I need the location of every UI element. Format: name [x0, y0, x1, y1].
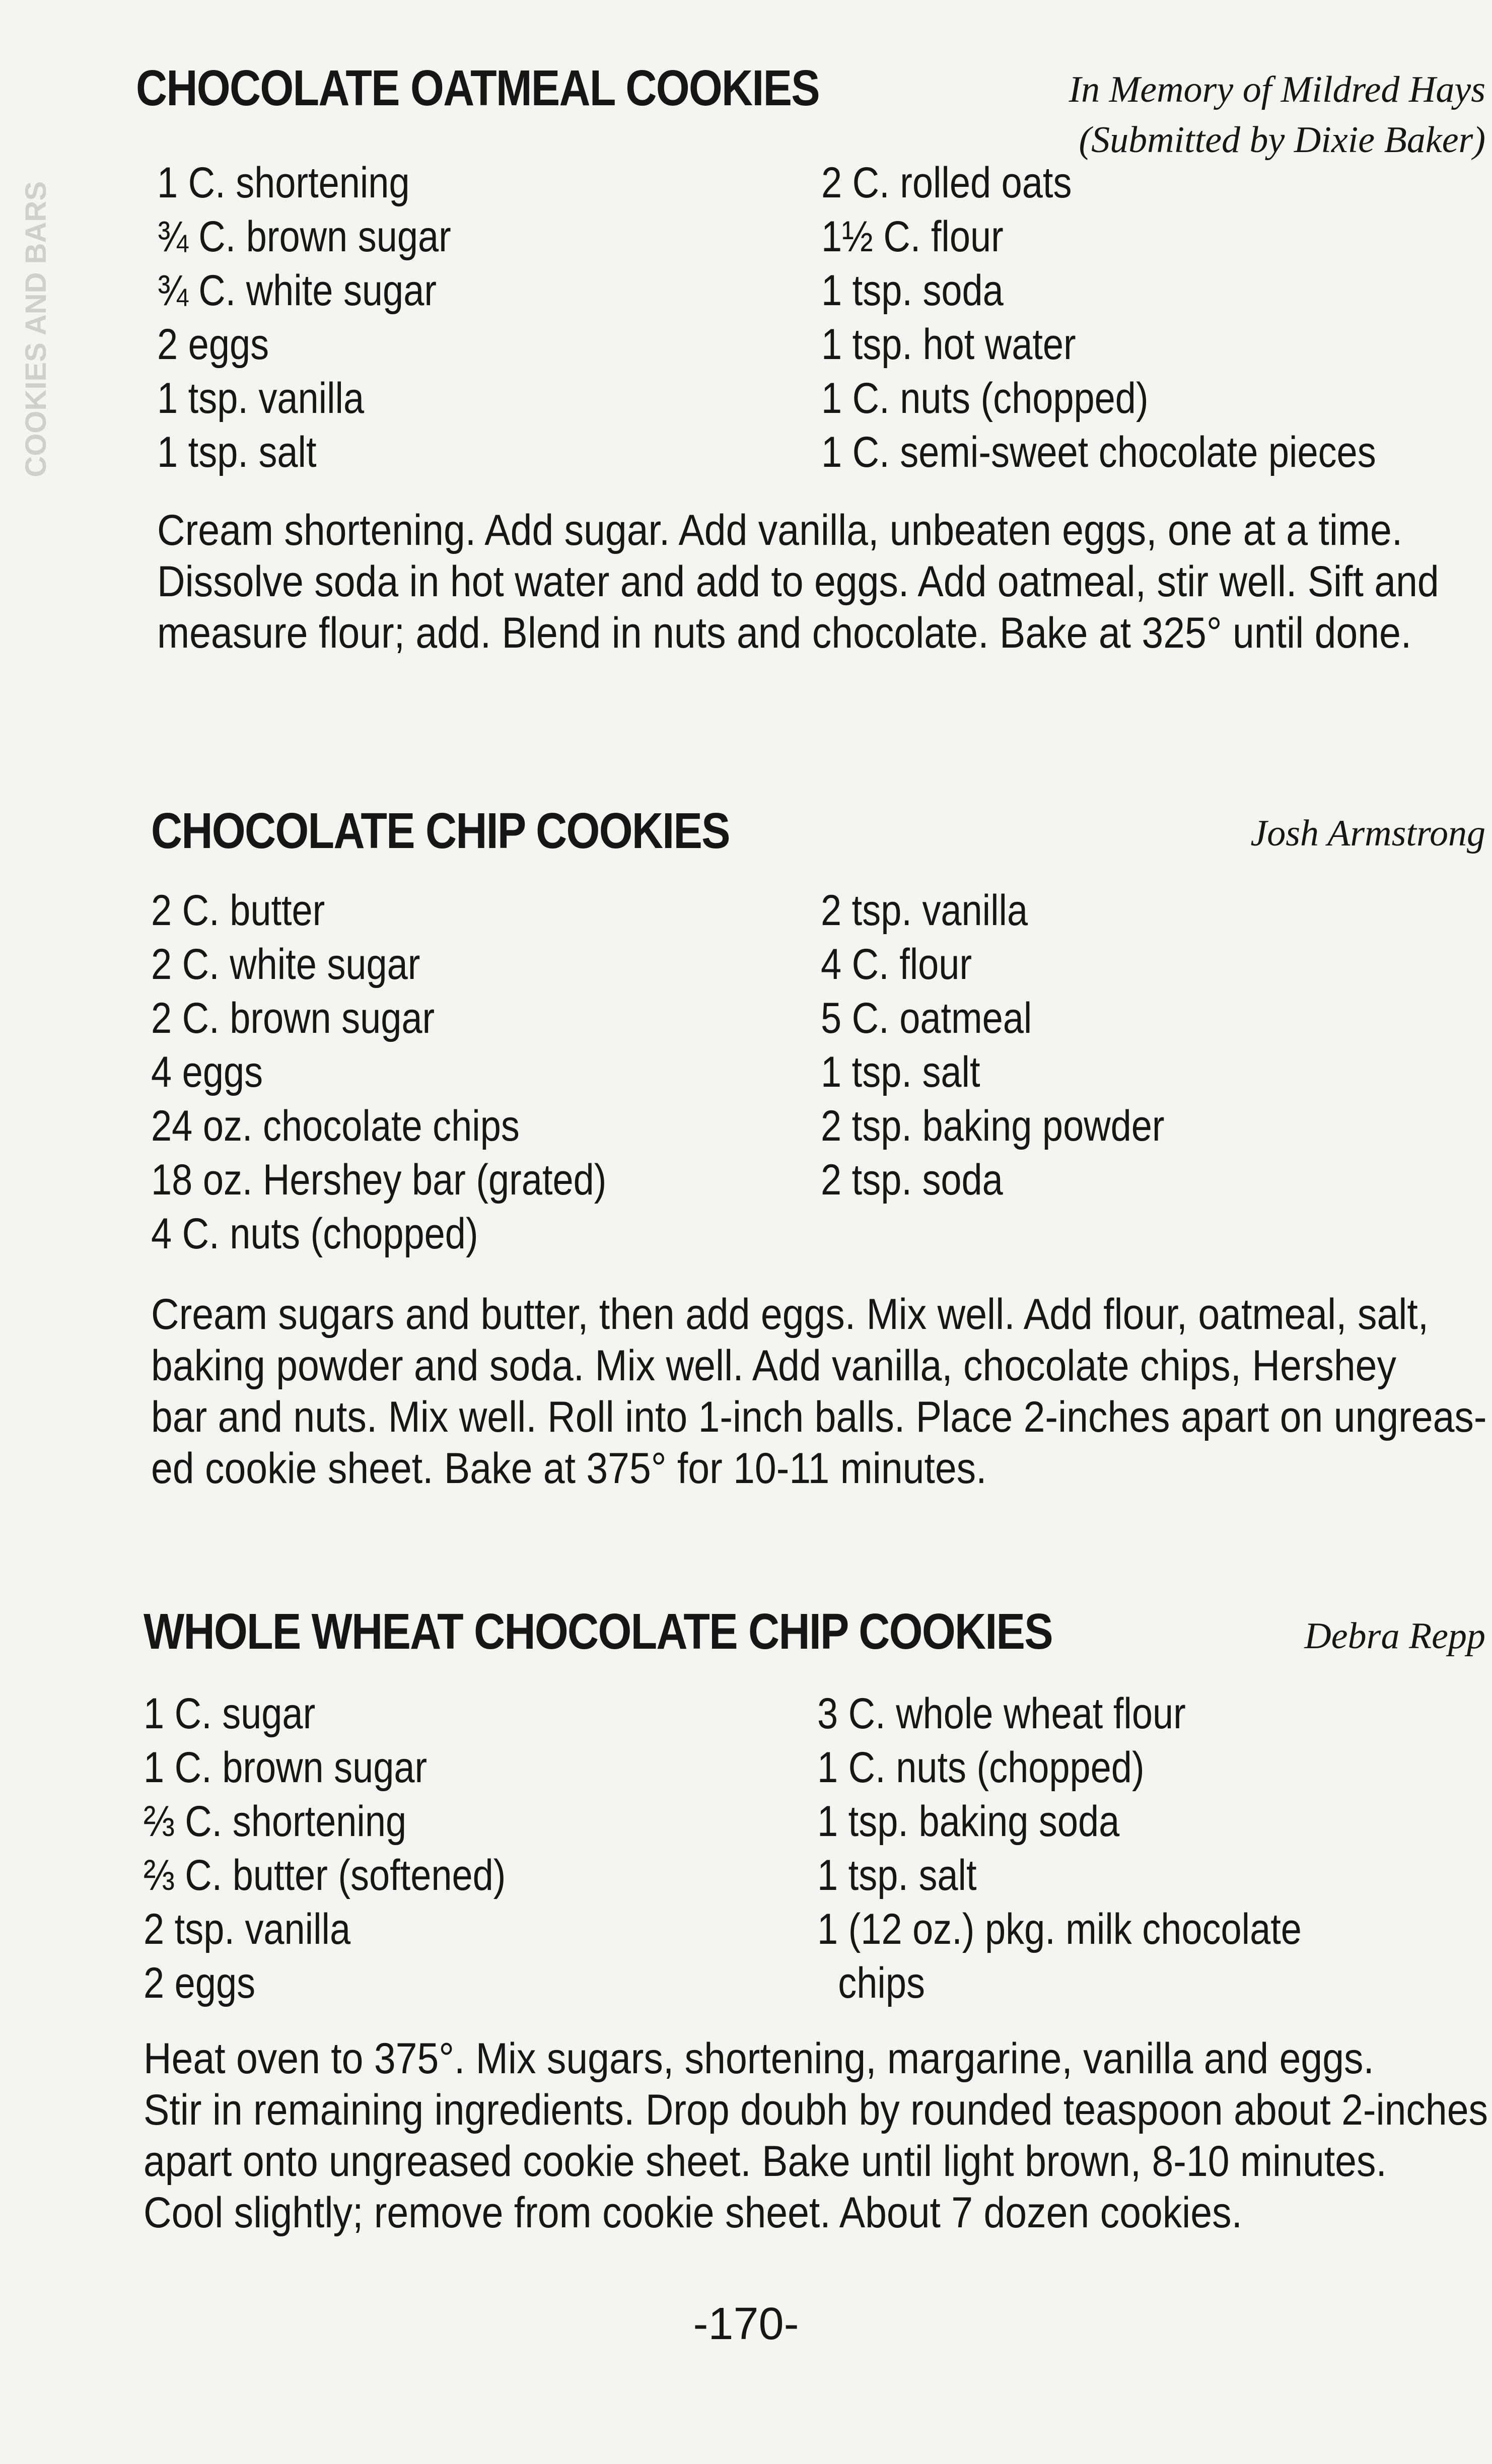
- ingredient-column-left: [151, 884, 816, 1261]
- author-line: In Memory of Mildred Hays: [1069, 69, 1485, 110]
- recipe-header: [136, 60, 1485, 161]
- ingredient-item: 1½ C. flour: [821, 213, 1004, 261]
- ingredient-item: 1 C. shortening: [157, 159, 410, 207]
- recipe-title: CHOCOLATE OATMEAL COOKIES: [136, 60, 819, 116]
- ingredient-item: 4 C. nuts (chopped): [151, 1210, 478, 1258]
- recipe-author: [1304, 1611, 1485, 1661]
- ingredient-item: 1 C. nuts (chopped): [821, 374, 1149, 423]
- ingredient-list: [136, 156, 1485, 479]
- ingredient-item: 2 eggs: [157, 320, 269, 369]
- ingredient-item: 4 C. flour: [821, 940, 972, 989]
- method-line: bar and nuts. Mix well. Roll into 1-inch balls. Place 2-inches apart on ungreas-: [151, 1393, 1487, 1441]
- method-line: Cool slightly; remove from cookie sheet. About 7 dozen cookies.: [144, 2189, 1242, 2237]
- ingredient-column-left: [144, 1687, 812, 2010]
- recipe-whole-wheat-chocolate-chip-cookies: [144, 1603, 1488, 2238]
- ingredient-item: 2 C. rolled oats: [821, 159, 1072, 207]
- method-line: Dissolve soda in hot water and add to eggs. Add oatmeal, stir well. Sift and: [157, 557, 1439, 606]
- author-line: (Submitted by Dixie Baker): [1079, 119, 1485, 161]
- method-line: apart onto ungreased cookie sheet. Bake until light brown, 8-10 minutes.: [144, 2137, 1387, 2186]
- ingredient-item: 1 C. sugar: [144, 1689, 316, 1738]
- ingredient-item: 1 tsp. salt: [157, 428, 317, 476]
- recipe-chocolate-chip-cookies: [151, 803, 1485, 1494]
- ingredient-item: 1 C. nuts (chopped): [817, 1743, 1145, 1792]
- ingredient-item: 2 C. brown sugar: [151, 994, 435, 1042]
- method-line: Cream shortening. Add sugar. Add vanilla, unbeaten eggs, one at a time.: [157, 506, 1403, 554]
- ingredient-item: 4 eggs: [151, 1048, 263, 1096]
- section-gutter-label: COOKIES AND BARS: [20, 181, 52, 477]
- ingredient-item: 2 tsp. vanilla: [144, 1905, 351, 1953]
- page-number: -170-: [693, 2299, 799, 2349]
- ingredient-item: 5 C. oatmeal: [821, 994, 1032, 1042]
- ingredient-item: chips: [837, 1959, 925, 2007]
- recipe-chocolate-oatmeal-cookies: [136, 60, 1485, 659]
- ingredient-item: 2 tsp. soda: [821, 1156, 1003, 1204]
- ingredient-item: ⅔ C. butter (softened): [144, 1851, 506, 1899]
- method-line: ed cookie sheet. Bake at 375° for 10-11 minutes.: [151, 1444, 987, 1493]
- method-line: measure flour; add. Blend in nuts and chocolate. Bake at 325° until done.: [157, 609, 1412, 657]
- ingredient-item: ⅔ C. shortening: [144, 1797, 407, 1846]
- method-line: Stir in remaining ingredients. Drop doubh by rounded teaspoon about 2-inches: [144, 2086, 1488, 2134]
- ingredient-item: 1 tsp. salt: [821, 1048, 980, 1096]
- ingredient-column-left: [157, 156, 821, 479]
- author-line: Josh Armstrong: [1250, 813, 1485, 854]
- ingredient-item: 1 tsp. soda: [821, 266, 1004, 315]
- recipe-author: [1250, 808, 1485, 859]
- ingredient-item: 24 oz. chocolate chips: [151, 1102, 520, 1150]
- ingredient-item: 1 (12 oz.) pkg. milk chocolate: [817, 1905, 1302, 1953]
- ingredient-column-right: [817, 1687, 1486, 2010]
- method-line: baking powder and soda. Mix well. Add vanilla, chocolate chips, Hershey: [151, 1342, 1396, 1390]
- ingredient-item: 2 C. butter: [151, 886, 325, 935]
- ingredient-item: 18 oz. Hershey bar (grated): [151, 1156, 607, 1204]
- recipe-method: [144, 2033, 1488, 2238]
- ingredient-item: 2 tsp. vanilla: [821, 886, 1028, 935]
- ingredient-list: [144, 1687, 1485, 2010]
- recipe-title: WHOLE WHEAT CHOCOLATE CHIP COOKIES: [144, 1603, 1052, 1660]
- ingredient-column-right: [821, 884, 1485, 1261]
- ingredient-column-right: [821, 156, 1485, 479]
- ingredient-item: 1 tsp. hot water: [821, 320, 1076, 369]
- recipe-header: [144, 1604, 1485, 1659]
- recipe-title: CHOCOLATE CHIP COOKIES: [151, 803, 730, 859]
- ingredient-item: 1 tsp. vanilla: [157, 374, 365, 423]
- method-line: Heat oven to 375°. Mix sugars, shortening, margarine, vanilla and eggs.: [144, 2034, 1374, 2083]
- recipe-header: [151, 803, 1485, 859]
- recipe-author: [1069, 64, 1485, 165]
- recipe-method: [157, 505, 1485, 659]
- ingredient-item: ¾ C. white sugar: [157, 266, 437, 315]
- recipe-method: [151, 1289, 1485, 1494]
- ingredient-item: 1 C. brown sugar: [144, 1743, 428, 1792]
- ingredient-item: 1 tsp. salt: [817, 1851, 977, 1899]
- ingredient-item: 2 C. white sugar: [151, 940, 420, 989]
- ingredient-item: 3 C. whole wheat flour: [817, 1689, 1186, 1738]
- ingredient-item: ¾ C. brown sugar: [157, 213, 451, 261]
- ingredient-item: 1 tsp. baking soda: [817, 1797, 1119, 1846]
- ingredient-list: [151, 884, 1485, 1261]
- author-line: Debra Repp: [1304, 1615, 1485, 1657]
- method-line: Cream sugars and butter, then add eggs. Mix well. Add flour, oatmeal, salt,: [151, 1290, 1429, 1339]
- ingredient-item: 2 eggs: [144, 1959, 256, 2007]
- ingredient-item: 1 C. semi-sweet chocolate pieces: [821, 428, 1376, 476]
- ingredient-item: 2 tsp. baking powder: [821, 1102, 1165, 1150]
